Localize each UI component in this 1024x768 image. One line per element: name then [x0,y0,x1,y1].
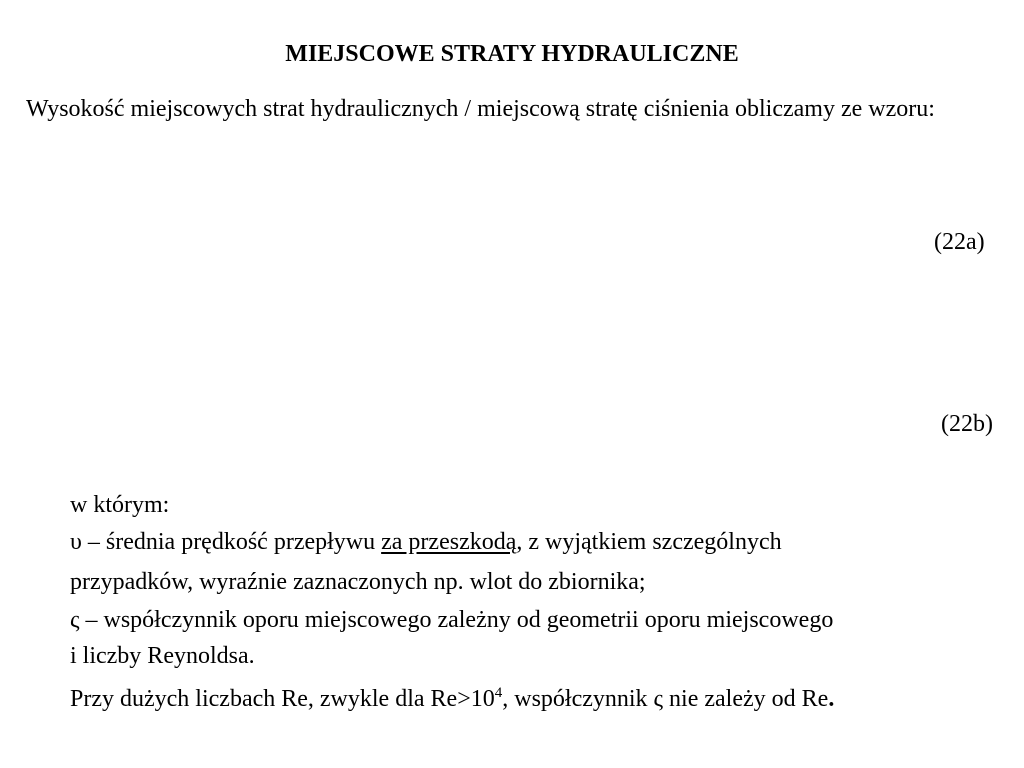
reynolds-note-text: Przy dużych liczbach Re, zwykle dla Re>10 [70,686,495,712]
coefficient-definition-line1: ς – współczynnik oporu miejscowego zależny od geometrii oporu miejscowego [70,607,834,633]
intro-paragraph: Wysokość miejscowych strat hydraulicznych / miejscową stratę ciśnienia obliczamy ze wzoru: [26,96,935,122]
velocity-definition-line1 [70,527,782,557]
reynolds-note-period: . [828,686,835,712]
behind-obstacle-underlined: za przeszkodą [381,529,517,555]
velocity-definition-line2: przypadków, wyraźnie zaznaczonych np. wlot do zbiornika; [70,569,646,595]
equation-label-22b: (22b) [941,411,993,437]
page-title: MIEJSCOWE STRATY HYDRAULICZNE [285,41,739,67]
reynolds-exponent: 4 [494,685,503,701]
in-which-line: w którym: [70,492,170,518]
velocity-definition-continuation: , z wyjątkiem szczególnych [516,529,782,555]
coefficient-definition-line2: i liczby Reynoldsa. [70,643,255,669]
reynolds-note-line [70,684,834,714]
equation-label-22a: (22a) [934,229,985,255]
velocity-definition-text: υ – średnia prędkość przepływu [70,529,382,555]
reynolds-note-continuation: , współczynnik ς nie zależy od Re [502,686,829,712]
